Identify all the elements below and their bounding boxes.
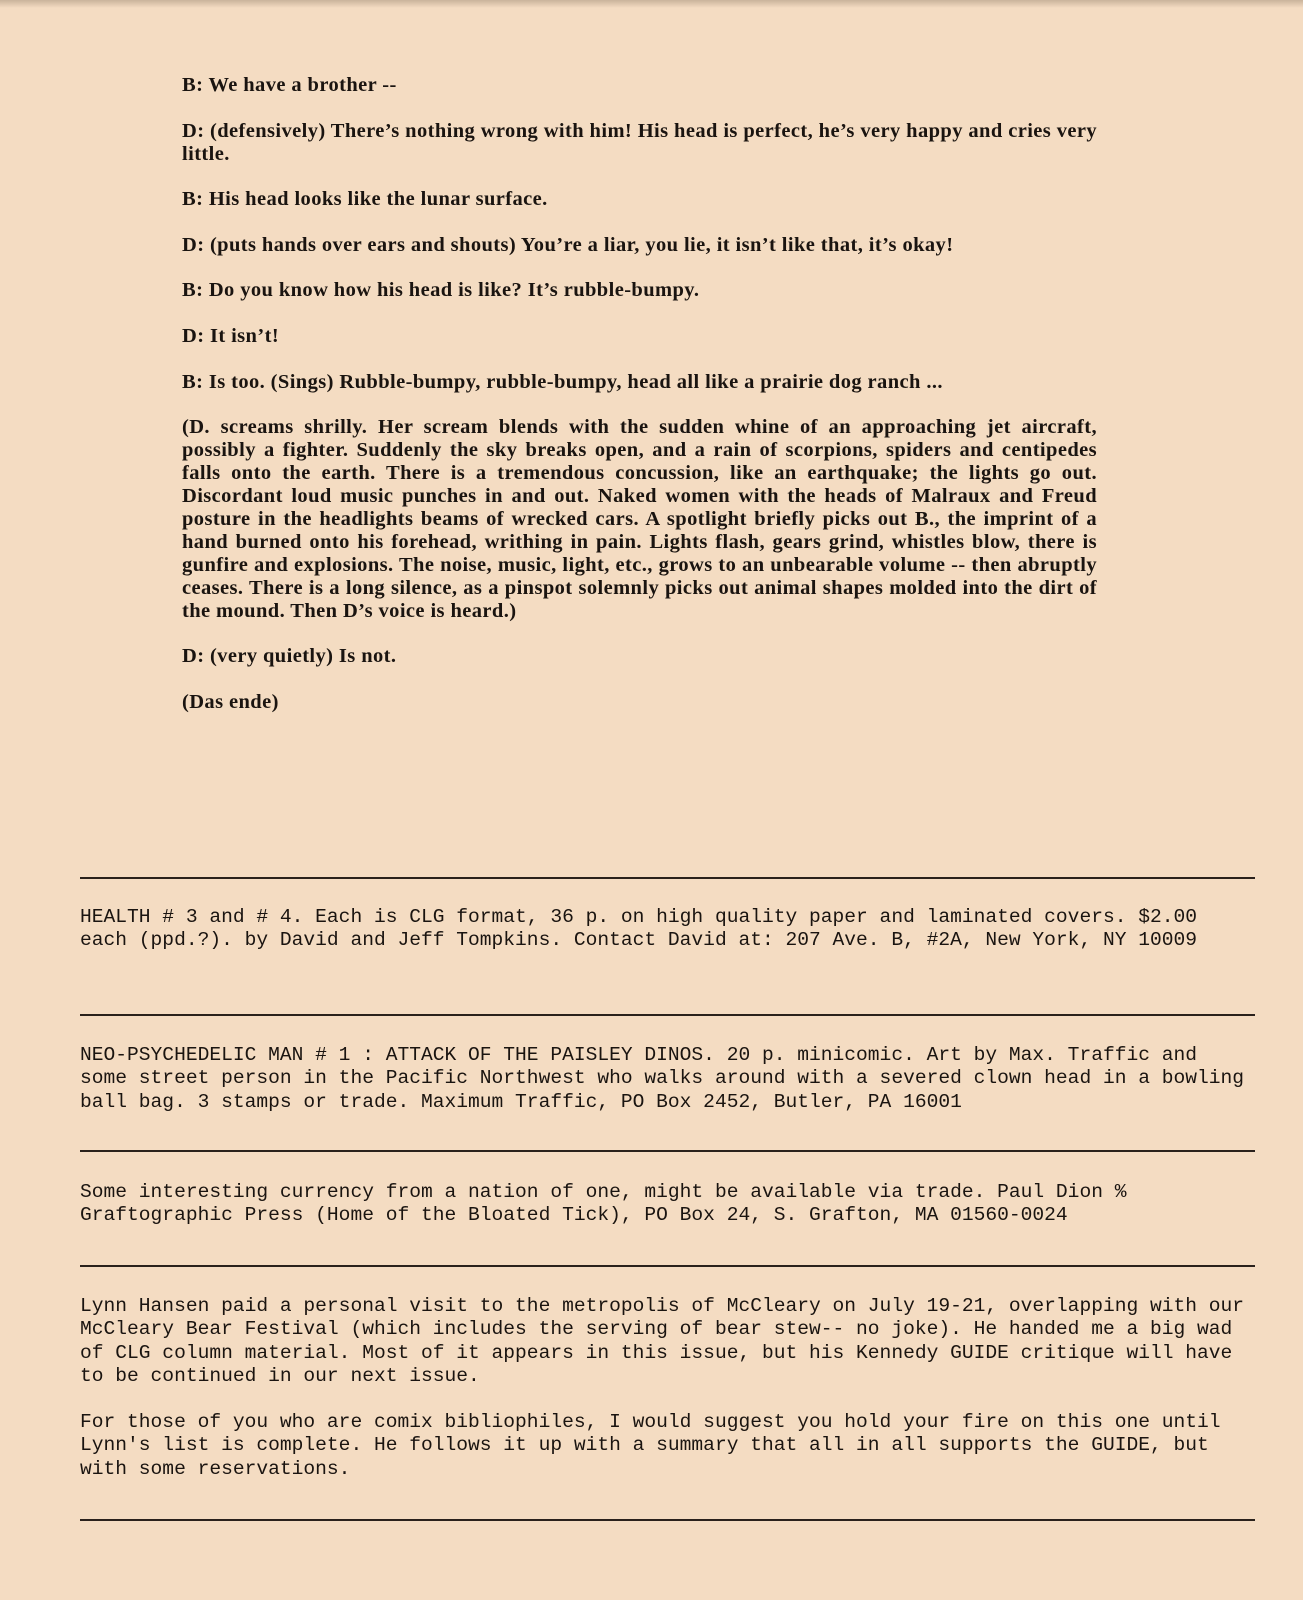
listing-neo-psychedelic-man	[80, 1044, 1255, 1114]
listing-currency	[80, 1181, 1255, 1228]
stage-direction: (D. screams shrilly. Her scream blends with the sudden whine of an approaching jet aircraft, possibly a fighter. Suddenly the sky breaks open, and a rain of scorpions, spiders and centipedes falls onto the earth. There is a tremendous concussion, like an earthquake; the lights go out. Discordant loud music punches in and out. Naked women with the heads of Malraux and Freud posture in the headlights beams of wrecked cars. A spotlight briefly picks out B., the imprint of a hand burned onto his forehead, writhing in pain. Lights flash, gears grind, whistles blow, there is gunfire and explosions. The noise, music, light, etc., grows to an unbearable volume -- then abruptly ceases. There is a long silence, as a pinspot solemnly picks out animal shapes molded into the dirt of the mound. Then D’s voice is heard.)	[182, 416, 1097, 622]
script-line: D: (very quietly) Is not.	[182, 645, 397, 667]
paragraph: Lynn Hansen paid a personal visit to the metropolis of McCleary on July 19-21, overlapping with our McCleary Bear Festival (which includes the serving of bear stew-- no joke). He handed me a big wad of CLG column material. Most of it appears in this issue, but his Kennedy GUIDE critique will have to be continued in our next issue.	[80, 1295, 1245, 1387]
paragraph: For those of you who are comix bibliophiles, I would suggest you hold your fire on this one until Lynn's list is complete. He follows it up with a summary that all in all supports the GUIDE, but with some reservations.	[80, 1411, 1221, 1480]
editorial-note	[80, 1295, 1255, 1481]
divider	[80, 877, 1255, 879]
script-line: D: It isn’t!	[182, 325, 280, 347]
divider	[80, 1014, 1255, 1016]
script-line: D: (defensively) There’s nothing wrong with him! His head is perfect, he’s very happy and cries very little.	[182, 120, 1097, 165]
divider	[80, 1265, 1255, 1267]
page-top-edge	[0, 0, 1303, 8]
listing-text: NEO-PSYCHEDELIC MAN # 1 : ATTACK OF THE PAISLEY DINOS. 20 p. minicomic. Art by Max. Traffic and some street person in the Pacific Northwest who walks around with a severed clown head in a bowling ball bag. 3 stamps or trade. Maximum Traffic, PO Box 2452, Butler, PA 16001	[80, 1044, 1245, 1113]
listing-text: HEALTH # 3 and # 4. Each is CLG format, 36 p. on high quality paper and laminated covers. $2.00 each (ppd.?). by David and Jeff Tompkins. Contact David at: 207 Ave. B, #2A, New York, NY 10009	[80, 906, 1198, 952]
listing-text: Some interesting currency from a nation of one, might be available via trade. Paul Dion % Graftographic Press (Home of the Bloated Tick), PO Box 24, S. Grafton, MA 01560-0024	[80, 1181, 1127, 1227]
script-line: D: (puts hands over ears and shouts) You’re a liar, you lie, it isn’t like that, it’s okay!	[182, 234, 954, 256]
script-line: B: Do you know how his head is like? It’s rubble-bumpy.	[182, 279, 700, 301]
script-line: B: Is too. (Sings) Rubble-bumpy, rubble-bumpy, head all like a prairie dog ranch ...	[182, 371, 943, 393]
listing-health	[80, 906, 1255, 953]
closing-line: (Das ende)	[182, 691, 279, 713]
play-script	[182, 74, 1097, 738]
script-line: B: His head looks like the lunar surface.	[182, 188, 548, 210]
divider	[80, 1150, 1255, 1152]
script-line: B: We have a brother --	[182, 74, 397, 96]
divider	[80, 1519, 1255, 1521]
